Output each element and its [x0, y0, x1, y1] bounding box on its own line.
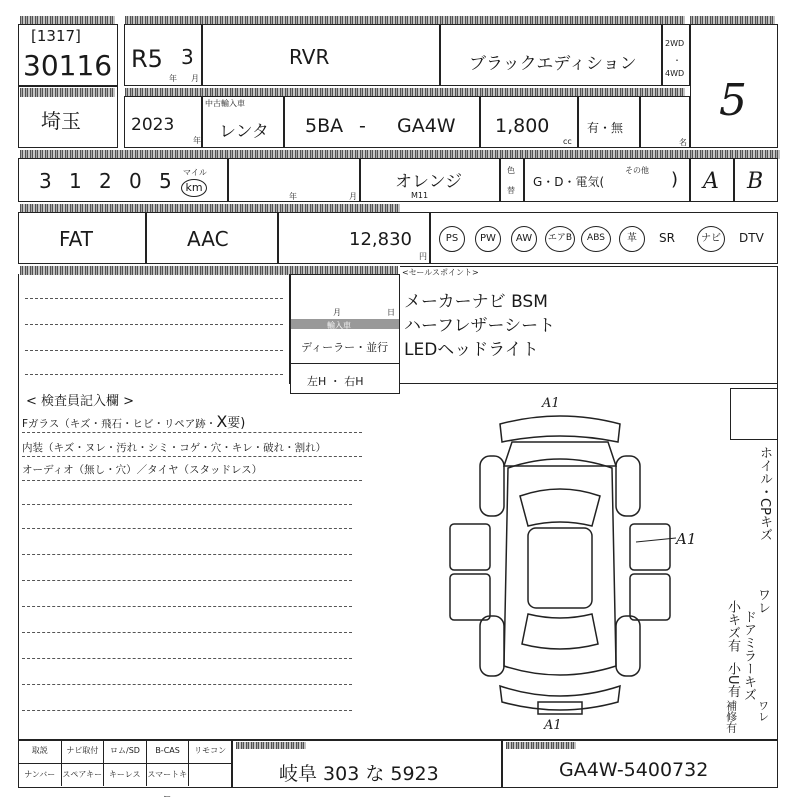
acc-smart-key: スマートキー [147, 764, 190, 786]
km-circle: km [181, 179, 207, 197]
mileage-d4: 0 [129, 169, 142, 193]
usage-box: 中古輸入車 レンタ [202, 96, 284, 148]
lot-box [18, 24, 118, 86]
car-diagram [440, 396, 680, 736]
mileage-d3: 2 [99, 169, 112, 193]
chassis-number: GA4W-5400732 [559, 759, 709, 781]
acc-spare-key: スペアキー [62, 764, 105, 786]
acc-remote: リモコン [194, 746, 227, 755]
selling-points-box: <セールスポイント> メーカーナビ BSM ハーフレザーシート LEDヘッドライト [400, 266, 778, 384]
equip-airbag: エアB [545, 226, 575, 252]
acc-manual: 取説 [19, 741, 62, 763]
damage-mark-rear: A1 [544, 718, 562, 733]
legend-col-3c: 補修有 [724, 700, 738, 733]
prefecture-box [18, 86, 118, 148]
inspection-box: 年 月 [228, 158, 360, 202]
model-code-box: 5BA - GA4W [284, 96, 480, 148]
interior-grade: A [703, 169, 719, 194]
mileage-box: 3 1 2 0 5 マイル km [18, 158, 228, 202]
reg-month: 3 [181, 45, 194, 69]
plate-number: 岐阜 303 な 5923 [279, 763, 439, 785]
interior-grade-box [690, 158, 734, 202]
model-box [202, 24, 440, 86]
year-era: R5 [131, 45, 163, 73]
acc-navi: ナビ取付 [62, 741, 105, 763]
equip-aw: AW [511, 226, 537, 252]
drive-box: 2WD ・ 4WD [662, 24, 690, 86]
acc-rom: ロム/SD [104, 741, 147, 763]
legend-col-1c: ワレ [756, 700, 770, 722]
mileage-d2: 1 [69, 169, 82, 193]
damage-mark-side: A1 [676, 530, 697, 548]
lot-number: 30116 [23, 49, 113, 82]
color-code: M11 [411, 191, 429, 200]
selling-point-1: メーカーナビ BSM [404, 292, 548, 312]
import-box: 月 日 輸入車 ディーラー・並行 左H ・ 右H [290, 274, 400, 394]
mileage-d5: 5 [159, 169, 172, 193]
inspector-line-2: 内装（キズ・ヌレ・汚れ・シミ・コゲ・穴・キレ・破れ・割れ） [22, 442, 327, 454]
score-box [690, 24, 778, 148]
recycle-box: 12,830 円 [278, 212, 430, 264]
model-code: GA4W [397, 115, 456, 137]
chassis-box [502, 740, 778, 788]
legend-col-3b: 小U有 [724, 662, 740, 698]
displacement-box: 1,800 cc [480, 96, 578, 148]
model-year: 2023 [131, 115, 175, 135]
equipment-box [430, 212, 778, 264]
equip-abs: ABS [581, 226, 611, 252]
color-change-box: 色 替 [500, 158, 524, 202]
model-year-box: 2023 年 [124, 96, 202, 148]
model-name: RVR [289, 45, 330, 69]
registration-date-box: R5 3 年 月 [124, 24, 202, 86]
equip-ps: PS [439, 226, 465, 252]
inspector-line-1: Fガラス（キズ・飛石・ヒビ・リペア跡・X要) [22, 412, 246, 431]
legend-col-2: ドアミラーキズ [740, 610, 756, 701]
fuel: G・D・電気( [533, 175, 605, 189]
legend-col-1b: ワレ [754, 588, 770, 614]
warranty: 有・無 [587, 121, 624, 135]
notes-box [18, 274, 290, 384]
exterior-grade-box [734, 158, 778, 202]
steering: 左H ・ 右H [307, 375, 364, 388]
ac-box [146, 212, 278, 264]
selling-point-2: ハーフレザーシート [404, 316, 556, 336]
exterior-grade: B [747, 169, 764, 194]
legend-col-1: ホイル・CPキズ [756, 446, 772, 541]
equip-navi: ナビ [697, 226, 725, 252]
acc-bcas: B-CAS [147, 741, 190, 763]
inspector-heading: < 検査員記入欄 > [26, 394, 135, 409]
import-type: ディーラー・並行 [301, 341, 389, 354]
transmission: FAT [59, 227, 94, 251]
color: オレンジ [395, 172, 463, 192]
fuel-box: G・D・電気( その他 ) [524, 158, 690, 202]
warranty-box [578, 96, 640, 148]
ac: AAC [187, 227, 229, 251]
damage-mark-front: A1 [542, 396, 560, 411]
lot-bracket: [1317] [31, 27, 81, 45]
recycle-fee: 12,830 [349, 229, 412, 250]
evaluation-score: 5 [719, 75, 747, 126]
acc-keyless: キーレス [104, 764, 147, 786]
equip-sr: SR [659, 231, 675, 245]
displacement: 1,800 [495, 115, 550, 137]
model-code-prefix: 5BA [305, 115, 344, 137]
equip-leather: 革 [619, 226, 645, 252]
acc-plate: ナンバー [19, 764, 62, 786]
equip-dtv: DTV [739, 231, 764, 245]
equip-pw: PW [475, 226, 501, 252]
prefecture: 埼玉 [41, 109, 81, 133]
mileage-d1: 3 [39, 169, 52, 193]
grade-box [440, 24, 662, 86]
transmission-box [18, 212, 146, 264]
legend-box [730, 388, 778, 440]
selling-point-3: LEDヘッドライト [404, 340, 539, 360]
plate-box [232, 740, 502, 788]
capacity-box: 名 [640, 96, 690, 148]
legend-col-3: 小キズ有 [724, 600, 740, 652]
inspector-line-3: オーディオ（無し・穴）／タイヤ（スタッドレス） [22, 464, 263, 476]
grade-name: ブラックエディション [469, 54, 637, 74]
accessories-table [18, 740, 232, 801]
usage: レンタ [219, 122, 269, 142]
color-box [360, 158, 500, 202]
